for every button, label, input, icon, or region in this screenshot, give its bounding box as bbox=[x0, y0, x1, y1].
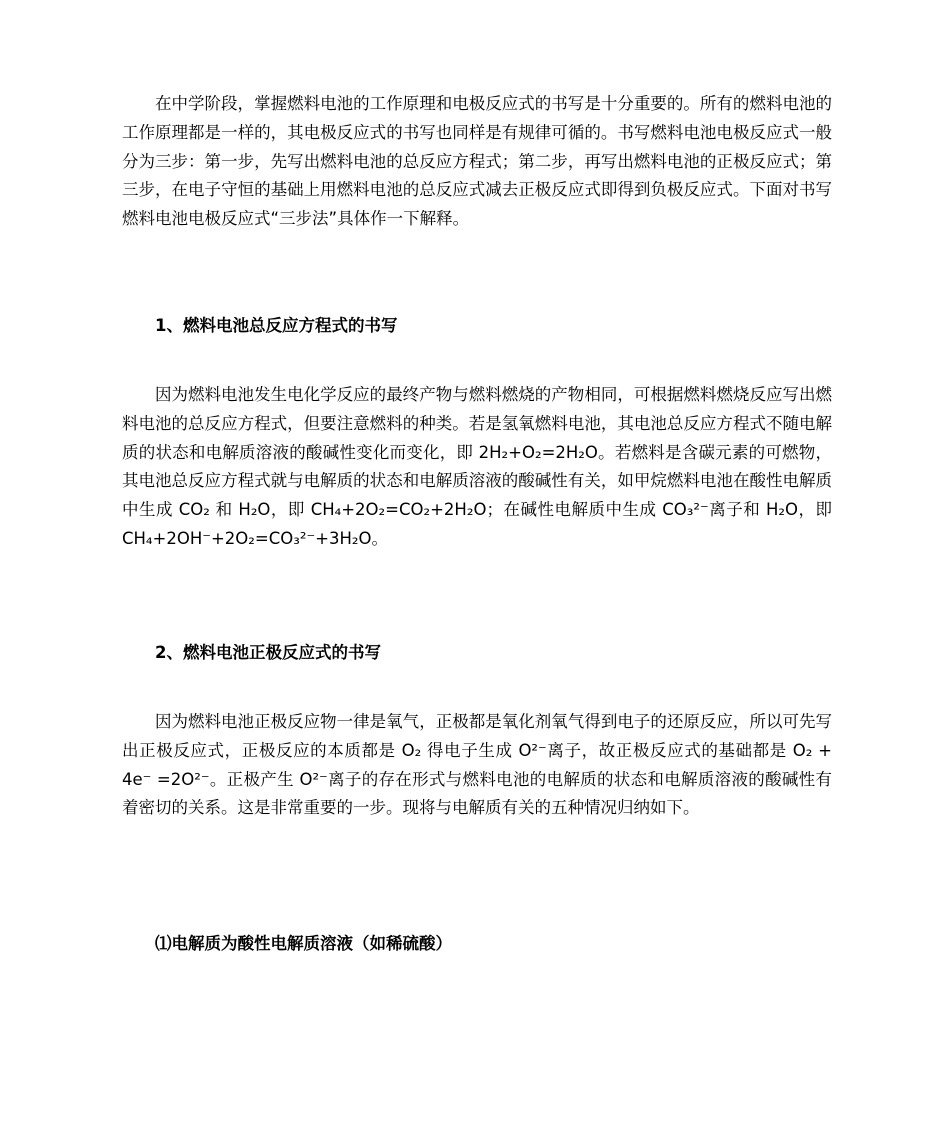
formula-h2o: H₂O bbox=[765, 500, 798, 520]
intro-paragraph: 在中学阶段，掌握燃料电池的工作原理和电极反应式的书写是十分重要的。所有的燃料电池的工作原理都是一样的，其电极反应式的书写也同样是有规律可循的。书写燃料电池电极反应式一般分为三步：第一步，先写出燃料电池的总反应方程式；第二步，再写出燃料电池的正极反应式；第三步，在电子守恒的基础上用燃料电池的总反应式减去正极反应式即得到负极反应式。下面对书写燃料电池电极反应式“三步法”具体作一下解释。 bbox=[122, 94, 832, 229]
section-2-paragraph: 因为燃料电池正极反应物一律是氧气，正极都是氧化剂氧气得到电子的还原反应，所以可先写出正极反应式，正极反应的本质都是 O₂ 得电子生成 O²⁻离子，故正极反应式的基础都是 O₂ + 4e⁻ =2O²⁻。正极产生 O²⁻离子的存在形式与燃料电池的电解质的状态和电解质溶液的酸碱性有着密切的关系。这是非常重要的一步。现将与电解质有关的五种情况归纳如下。 bbox=[122, 712, 832, 818]
formula-co2: CO₂ bbox=[178, 500, 210, 520]
equation-hydrogen-total: 2H₂+O₂=2H₂O bbox=[478, 442, 598, 462]
formula-o2-ion: O²⁻ bbox=[518, 740, 547, 760]
subsection-1-heading: ⑴电解质为酸性电解质溶液（如稀硫酸） bbox=[155, 934, 452, 953]
section-2-heading: 2、燃料电池正极反应式的书写 bbox=[155, 643, 381, 662]
formula-h2o: H₂O bbox=[238, 500, 271, 520]
section-1-heading: 1、燃料电池总反应方程式的书写 bbox=[155, 316, 398, 335]
section-1-paragraph: 因为燃料电池发生电化学反应的最终产物与燃料燃烧的产物相同，可根据燃料燃烧反应写出燃料电池的总反应方程式，但要注意燃料的种类。若是氢氧燃料电池，其电池总反应方程式不随电解质的状态和电解质溶液的酸碱性变化而变化，即 2H₂+O₂=2H₂O。若燃料是含碳元素的可燃物，其电池总反应方程式就与电解质的状态和电解质溶液的酸碱性有关，如甲烷燃料电池在酸性电解质中生成 CO₂ 和 H₂O，即 CH₄+2O₂=CO₂+2H₂O；在碱性电解质中生成 CO₃²⁻离子和 H₂O，即 CH₄+2OH⁻+2O₂=CO₃²⁻+3H₂O。 bbox=[122, 385, 833, 548]
formula-o2: O₂ bbox=[401, 740, 422, 760]
equation-cathode-base: O₂ + 4e⁻ =2O²⁻ bbox=[122, 740, 832, 789]
formula-o2-ion: O²⁻ bbox=[299, 769, 328, 789]
formula-co3-ion: CO₃²⁻ bbox=[662, 500, 709, 520]
equation-methane-acid: CH₄+2O₂=CO₂+2H₂O bbox=[310, 500, 487, 520]
equation-methane-base: CH₄+2OH⁻+2O₂=CO₃²⁻+3H₂O bbox=[122, 528, 372, 548]
